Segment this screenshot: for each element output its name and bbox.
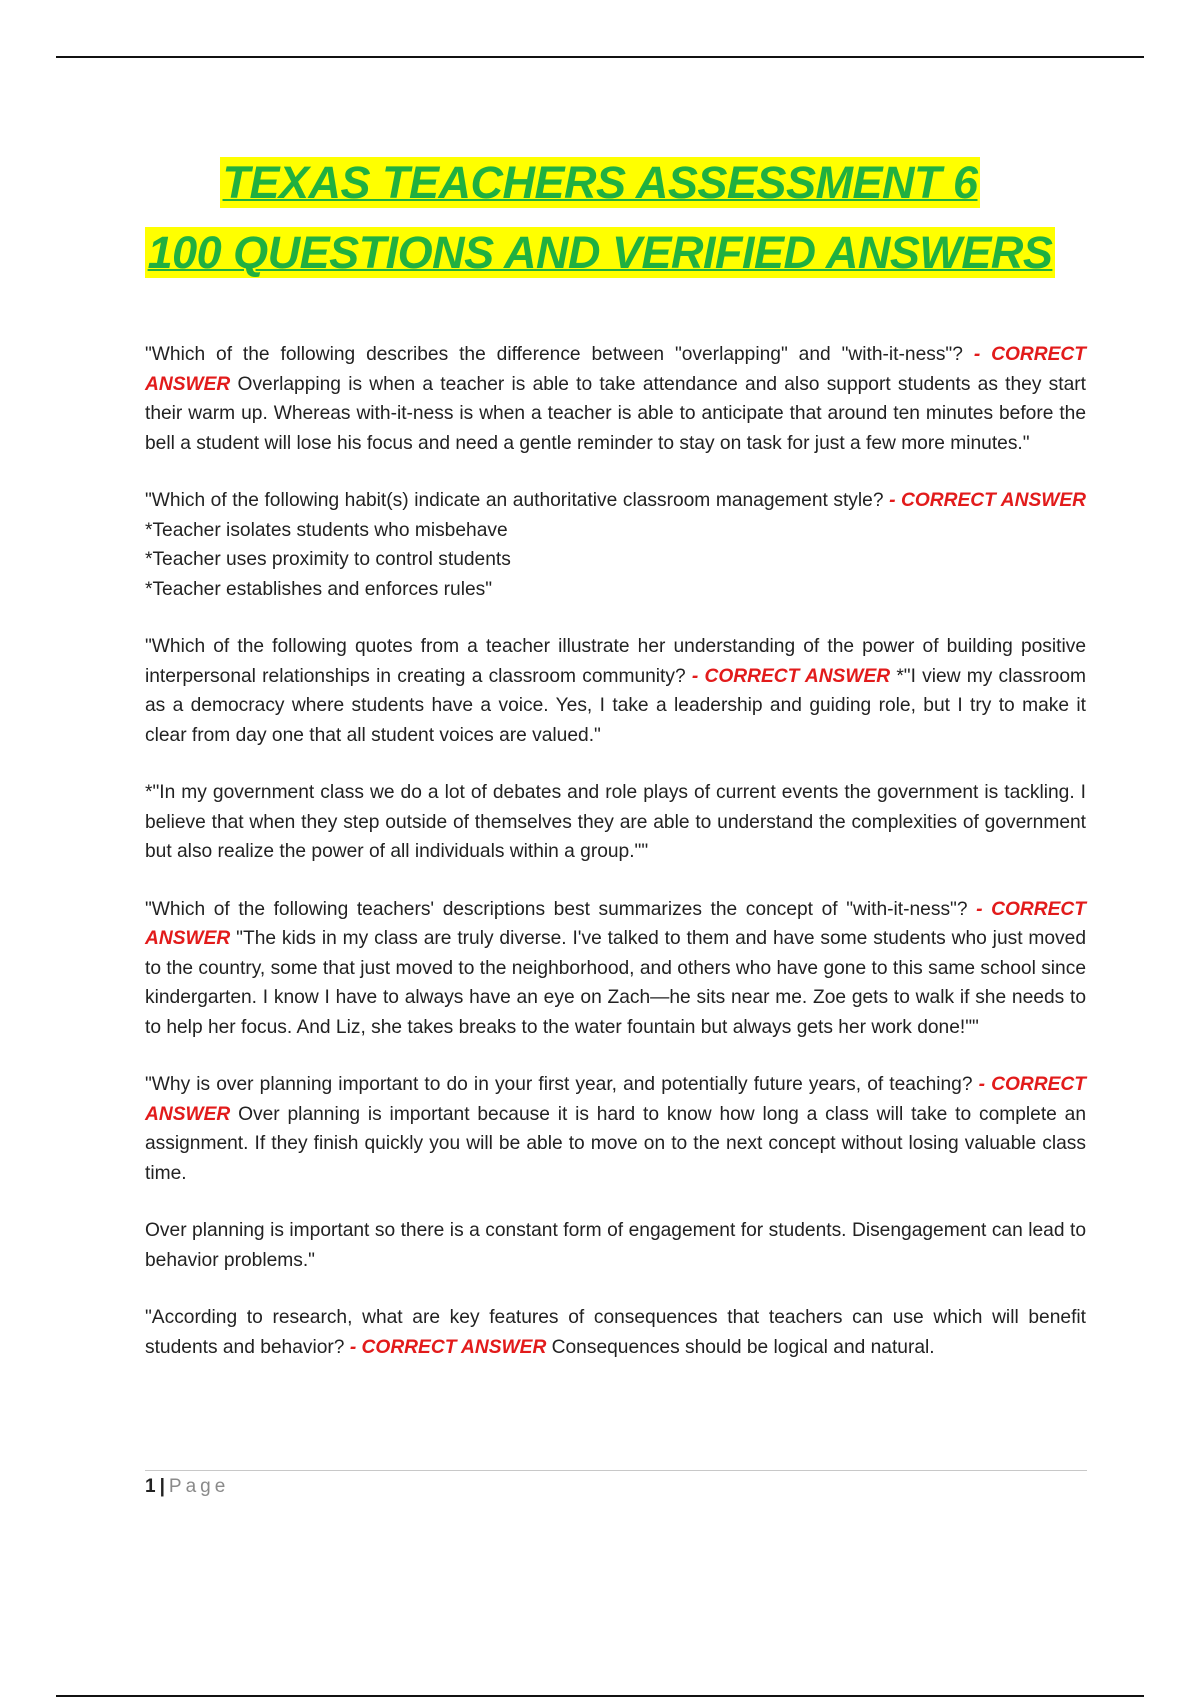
qa-item-6 bbox=[145, 1303, 1086, 1362]
correct-answer-label: - CORRECT ANSWER bbox=[349, 1336, 547, 1358]
question-text: "Why is over planning important to do in your first year, and potentially future years, of teaching? bbox=[145, 1074, 973, 1095]
answer-text: Consequences should be logical and natural. bbox=[551, 1336, 935, 1358]
qa-item-3 bbox=[145, 632, 1086, 750]
answer-line: *Teacher uses proximity to control students bbox=[145, 549, 511, 570]
correct-answer-label: - CORRECT ANSWER bbox=[145, 1074, 1086, 1125]
page-number: 1 bbox=[145, 1476, 156, 1497]
correct-answer-label: - CORRECT ANSWER bbox=[691, 665, 891, 687]
qa-content bbox=[145, 340, 1086, 1390]
question-text: "Which of the following habit(s) indicate an authoritative classroom management style? bbox=[145, 490, 884, 511]
qa-item-3-continued bbox=[145, 778, 1086, 867]
answer-text: Overlapping is when a teacher is able to take attendance and also support students as they start their warm up. Whereas with-it-ness is when a teacher is able to anticipate that around ten minutes before the bell a student will lose his focus and need a gentle reminder to stay on task for just a few more minutes." bbox=[145, 373, 1086, 454]
top-rule bbox=[56, 56, 1144, 58]
correct-answer-label: - CORRECT ANSWER bbox=[889, 490, 1087, 511]
correct-answer-label: - CORRECT ANSWER bbox=[145, 344, 1086, 395]
question-text: "Which of the following quotes from a teacher illustrate her understanding of the power of building positive interpersonal relationships in creating a classroom community? bbox=[145, 636, 1086, 687]
answer-text: "The kids in my class are truly diverse. I've talked to them and have some students who just moved to the country, some that just moved to the neighborhood, and others who have gone to this same school since kindergarten. I know I have to always have an eye on Zach—he sits near me. Zoe gets to walk if she needs to to help her focus. And Liz, she takes breaks to the water fountain but always gets her work done!"" bbox=[145, 928, 1086, 1038]
answer-line: *Teacher establishes and enforces rules" bbox=[145, 578, 493, 600]
bottom-rule bbox=[56, 1695, 1144, 1697]
answer-line: *Teacher isolates students who misbehave bbox=[145, 519, 508, 541]
answer-text: Over planning is important because it is hard to know how long a class will take to complete an assignment. If they finish quickly you will be able to move on to the next concept without losing valuable class time. bbox=[145, 1103, 1086, 1184]
page-label: Page bbox=[168, 1476, 230, 1497]
answer-text: *"In my government class we do a lot of debates and role plays of current events the government is tackling. I believe that when they step outside of themselves they are able to understand the complexities of government but also realize the power of all individuals within a group."" bbox=[145, 782, 1086, 862]
question-text: "Which of the following teachers' descriptions best summarizes the concept of "with-it-ness"? bbox=[145, 898, 968, 920]
document-title bbox=[0, 148, 1200, 288]
qa-item-2 bbox=[145, 486, 1086, 604]
footer-separator: | bbox=[159, 1476, 165, 1497]
qa-item-5-continued bbox=[145, 1216, 1086, 1275]
qa-item-1 bbox=[145, 340, 1086, 458]
footer-rule bbox=[145, 1470, 1087, 1471]
qa-item-4 bbox=[145, 895, 1086, 1043]
answer-text: Over planning is important so there is a constant form of engagement for students. Disengagement can lead to behavior problems." bbox=[145, 1220, 1086, 1271]
title-line-2: 100 QUESTIONS AND VERIFIED ANSWERS bbox=[145, 227, 1056, 278]
correct-answer-label: - CORRECT ANSWER bbox=[145, 898, 1086, 949]
question-text: "Which of the following describes the difference between "overlapping" and "with-it-ness"? bbox=[145, 344, 963, 365]
page-footer bbox=[145, 1474, 229, 1500]
question-text: "According to research, what are key features of consequences that teachers can use which will benefit students and behavior? bbox=[145, 1307, 1086, 1358]
title-line-1: TEXAS TEACHERS ASSESSMENT 6 bbox=[220, 157, 981, 208]
answer-text: *"I view my classroom as a democracy where students have a voice. Yes, I take a leadership and guiding role, but I try to make it clear from day one that all student voices are valued." bbox=[145, 665, 1086, 746]
qa-item-5 bbox=[145, 1070, 1086, 1188]
